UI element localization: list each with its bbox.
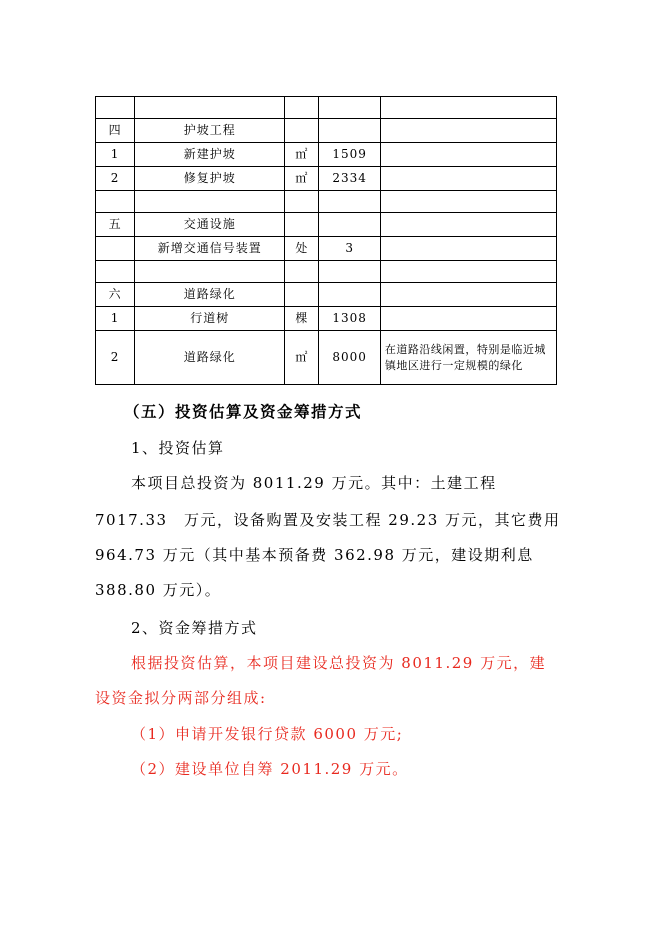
cell-item (135, 191, 285, 213)
table-row (96, 191, 557, 213)
table-row (96, 283, 557, 307)
cell-item (135, 261, 285, 283)
table-row (96, 261, 557, 283)
cell-unit (285, 213, 319, 237)
cell-no: 四 (96, 119, 135, 143)
subheading-investment: 1、投资估算 (131, 439, 225, 457)
paragraph-line: 设资金拟分两部分组成: (95, 689, 267, 707)
cell-unit (285, 283, 319, 307)
cell-item: 行道树 (135, 307, 285, 331)
paragraph-line: 本项目总投资为 8011.29 万元。其中：土建工程 (131, 474, 497, 492)
cell-item: 道路绿化 (135, 331, 285, 385)
cell-qty: 3 (319, 237, 380, 261)
cell-qty (319, 261, 380, 283)
cell-unit (285, 261, 319, 283)
cell-item: 修复护坡 (135, 167, 285, 191)
cell-note (380, 237, 556, 261)
cell-note (380, 261, 556, 283)
cell-note (380, 191, 556, 213)
table-row (96, 307, 557, 331)
cell-qty: 1308 (319, 307, 380, 331)
cell-no: 2 (96, 331, 135, 385)
cell-qty: 2334 (319, 167, 380, 191)
cell-unit (285, 97, 319, 119)
cell-note (380, 167, 556, 191)
cell-note: 在道路沿线闲置，特别是临近城镇地区进行一定规模的绿化 (380, 331, 556, 385)
cell-unit: ㎡ (285, 167, 319, 191)
cell-item: 新增交通信号装置 (135, 237, 285, 261)
paragraph-line: 388.80 万元）。 (95, 581, 222, 599)
cell-unit: ㎡ (285, 143, 319, 167)
cell-qty (319, 283, 380, 307)
cell-qty (319, 213, 380, 237)
cell-qty (319, 97, 380, 119)
table-row (96, 167, 557, 191)
paragraph-line: 根据投资估算，本项目建设总投资为 8011.29 万元，建 (131, 654, 547, 672)
cell-qty: 8000 (319, 331, 380, 385)
cell-note (380, 119, 556, 143)
table-row (96, 97, 557, 119)
cell-no (96, 237, 135, 261)
cell-no (96, 261, 135, 283)
cell-item: 新建护坡 (135, 143, 285, 167)
cell-qty: 1509 (319, 143, 380, 167)
cell-unit (285, 191, 319, 213)
table-row (96, 143, 557, 167)
cell-no: 1 (96, 143, 135, 167)
cell-unit (285, 119, 319, 143)
cell-qty (319, 191, 380, 213)
funding-item-self: （2）建设单位自筹 2011.29 万元。 (131, 760, 409, 778)
cell-item: 道路绿化 (135, 283, 285, 307)
cell-note (380, 283, 556, 307)
paragraph-line: 964.73 万元（其中基本预备费 362.98 万元，建设期利息 (95, 546, 534, 564)
cell-note (380, 97, 556, 119)
cell-qty (319, 119, 380, 143)
cell-no (96, 97, 135, 119)
table-row (96, 237, 557, 261)
cell-no (96, 191, 135, 213)
section-heading: （五）投资估算及资金筹措方式 (124, 402, 363, 421)
cell-item: 交通设施 (135, 213, 285, 237)
cell-no: 五 (96, 213, 135, 237)
cell-no: 六 (96, 283, 135, 307)
cell-no: 1 (96, 307, 135, 331)
cell-note (380, 307, 556, 331)
paragraph-line: 7017.33 万元，设备购置及安装工程 29.23 万元，其它费用 (95, 511, 561, 529)
cell-unit: 处 (285, 237, 319, 261)
cell-no: 2 (96, 167, 135, 191)
cell-note (380, 143, 556, 167)
cell-item: 护坡工程 (135, 119, 285, 143)
cell-unit: 棵 (285, 307, 319, 331)
subheading-funding: 2、资金筹措方式 (131, 619, 258, 637)
engineering-quantity-table (95, 96, 557, 385)
cell-item (135, 97, 285, 119)
table-row (96, 331, 557, 385)
funding-item-loan: （1）申请开发银行贷款 6000 万元; (131, 725, 404, 743)
cell-unit: ㎡ (285, 331, 319, 385)
table-row (96, 213, 557, 237)
cell-note (380, 213, 556, 237)
table-row (96, 119, 557, 143)
